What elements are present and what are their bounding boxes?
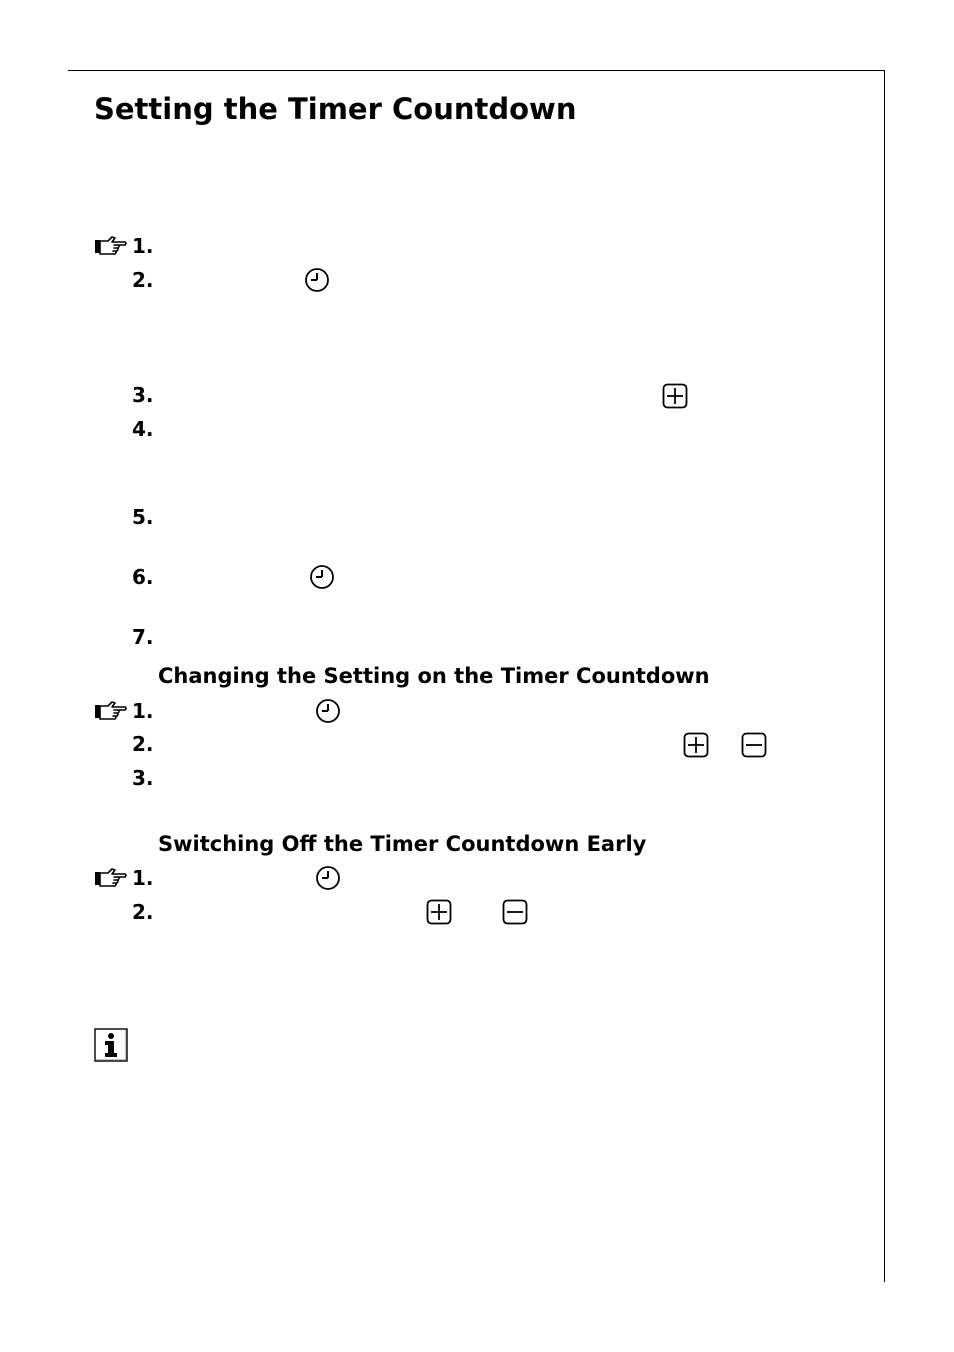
top-rule [68,70,885,71]
minus-button-icon [741,732,767,758]
pointing-hand-icon [94,867,128,889]
step-number: 1. [132,234,154,258]
section-heading-change: Changing the Setting on the Timer Countdown [158,664,710,688]
timer-clock-icon [304,267,330,293]
info-icon [94,1028,128,1062]
plus-button-icon [426,899,452,925]
minus-button-icon [502,899,528,925]
plus-button-icon [683,732,709,758]
step-number: 5. [132,505,154,529]
plus-button-icon [662,383,688,409]
step-number: 7. [132,625,154,649]
timer-clock-icon [315,865,341,891]
step-number: 2. [132,732,154,756]
right-rule [884,70,885,1282]
timer-clock-icon [315,698,341,724]
step-number: 6. [132,565,154,589]
step-number: 2. [132,900,154,924]
step-number: 3. [132,383,154,407]
step-number: 4. [132,417,154,441]
pointing-hand-icon [94,700,128,722]
section-heading-off: Switching Off the Timer Countdown Early [158,832,647,856]
step-number: 2. [132,268,154,292]
step-number: 1. [132,699,154,723]
step-number: 1. [132,866,154,890]
pointing-hand-icon [94,235,128,257]
page-title: Setting the Timer Countdown [94,92,577,126]
step-number: 3. [132,766,154,790]
timer-clock-icon [309,564,335,590]
